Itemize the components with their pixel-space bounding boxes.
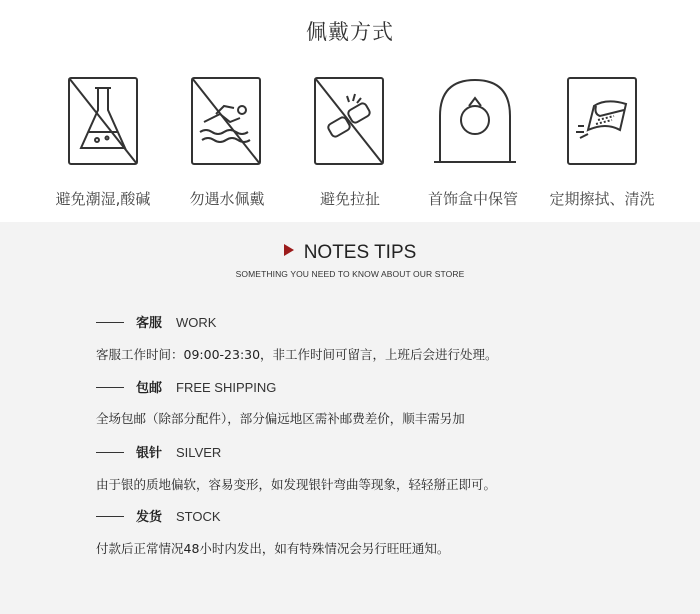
chain-pull-prohibited-icon <box>313 76 385 166</box>
section-stock-en: STOCK <box>176 509 221 524</box>
section-stock-zh: 发货 <box>136 510 163 525</box>
label-avoid-pulling: 避免拉扯 <box>319 190 380 208</box>
section-work-zh: 客服 <box>136 316 163 331</box>
dash-divider <box>96 387 124 388</box>
section-work-en: WORK <box>176 315 217 330</box>
section-silver-en: SILVER <box>176 445 222 460</box>
label-no-water: 勿遇水佩戴 <box>189 190 265 208</box>
label-store-in-box: 首饰盒中保管 <box>427 190 518 208</box>
flask-prohibited-icon <box>67 76 139 166</box>
section-silver-zh: 银针 <box>136 446 163 461</box>
wearing-title: 佩戴方式 <box>306 20 394 44</box>
section-work-header <box>96 312 216 332</box>
section-stock-header <box>96 506 221 526</box>
label-regular-cleaning: 定期擦拭、清洗 <box>549 190 655 208</box>
section-shipping-body: 全场包邮（除部分配件），部分偏远地区需补邮费差价，顺丰需另加 <box>96 411 465 426</box>
wearing-section <box>0 0 700 222</box>
label-avoid-moisture: 避免潮湿,酸碱 <box>55 190 151 208</box>
section-work-body: 客服工作时间：09:00-23:30，非工作时间可留言，上班后会进行处理。 <box>96 347 498 362</box>
dash-divider <box>96 452 124 453</box>
notes-section <box>0 222 700 614</box>
notes-title <box>0 242 700 264</box>
dash-divider <box>96 516 124 517</box>
notes-subtitle: SOMETHING YOU NEED TO KNOW ABOUT OUR STORE <box>235 269 465 279</box>
triangle-bullet-icon <box>284 244 294 256</box>
section-silver-header <box>96 442 221 462</box>
section-shipping-en: FREE SHIPPING <box>176 380 277 395</box>
swimming-prohibited-icon <box>190 76 262 166</box>
section-shipping-zh: 包邮 <box>136 381 163 396</box>
section-shipping-header <box>96 377 276 397</box>
dash-divider <box>96 322 124 323</box>
notes-title-text: NOTES TIPS <box>303 242 417 263</box>
ring-box-icon <box>432 76 518 166</box>
cleaning-cloth-icon <box>566 76 638 166</box>
section-silver-body: 由于银的质地偏软，容易变形，如发现银针弯曲等现象，轻轻掰正即可。 <box>96 477 497 492</box>
section-stock-body: 付款后正常情况48小时内发出，如有特殊情况会另行旺旺通知。 <box>96 541 450 556</box>
